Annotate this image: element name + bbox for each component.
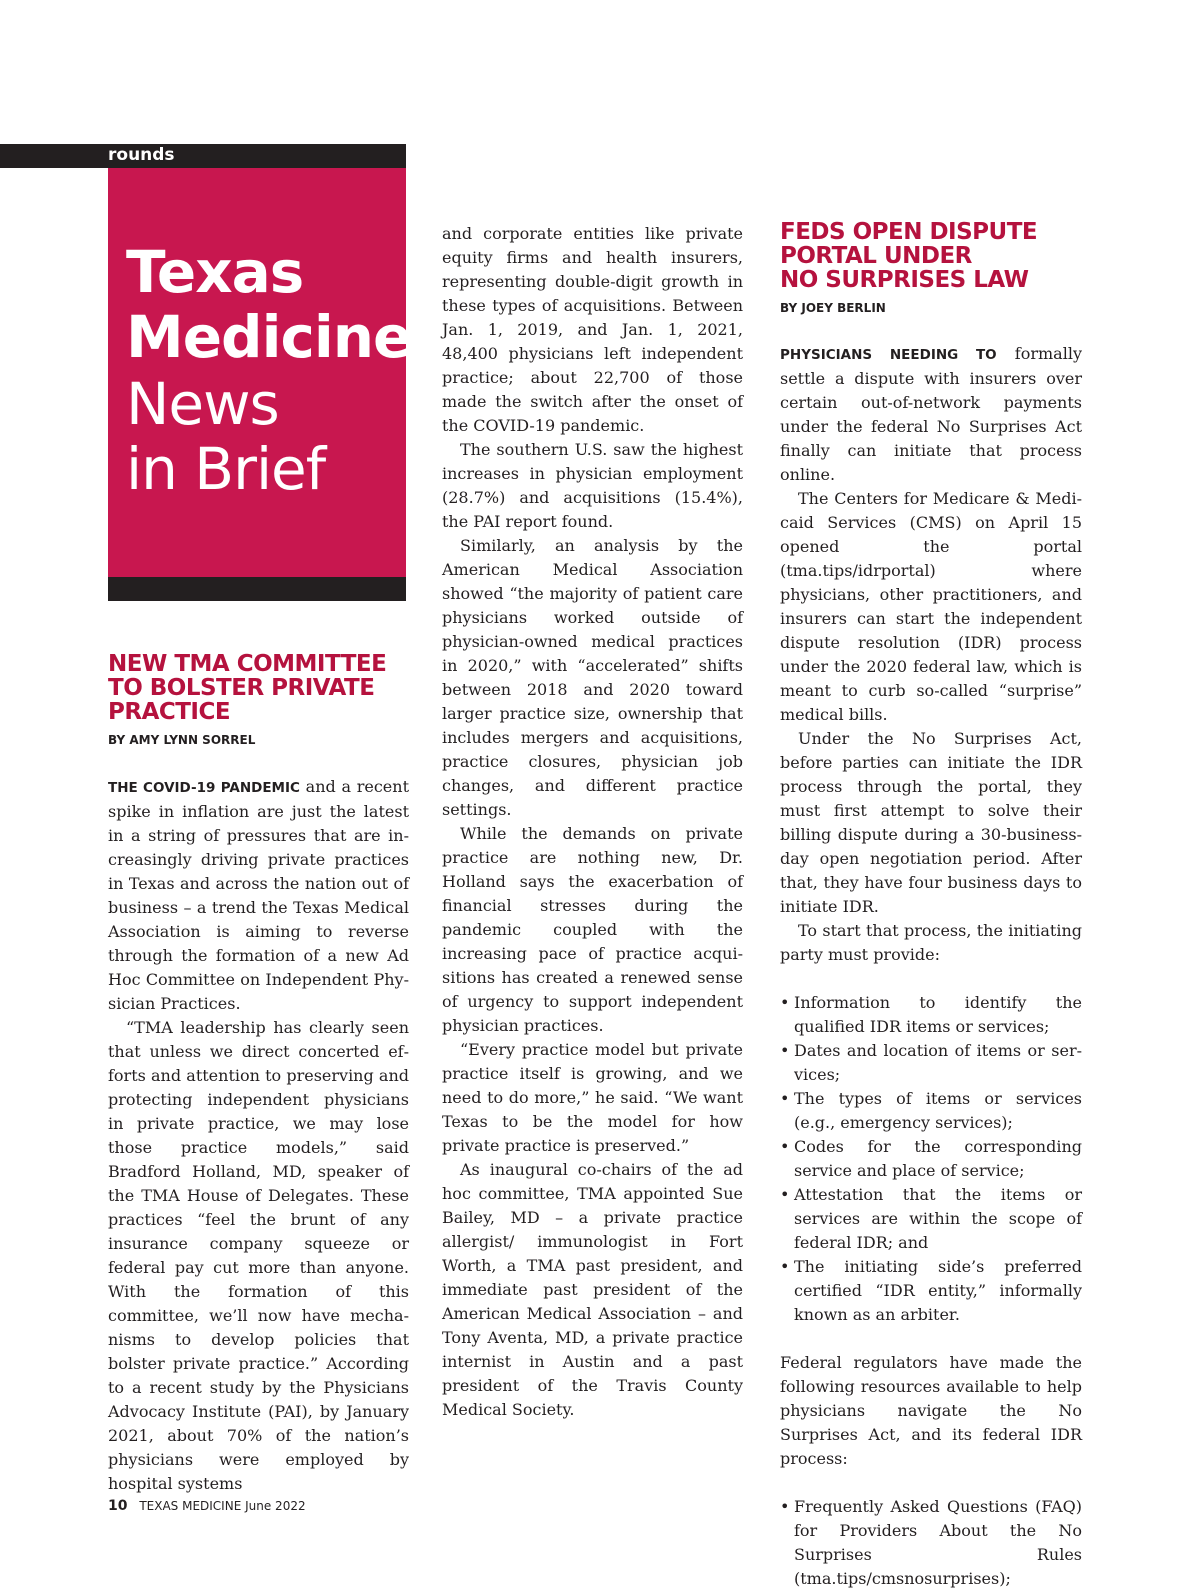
article1-headline-line-2: TO BOLSTER PRIVATE [108, 675, 375, 701]
article1-lead-in: THE COVID-19 PANDEMIC [108, 780, 300, 796]
list-item: • The initiating side’s preferred certified “IDR entity,” informally known as an arbiter. [780, 1255, 1082, 1327]
page-footer [108, 1498, 306, 1514]
article2-paragraph-1-text: formally settle a dispute with insurers over certain out-of-network payments under the federal No Surprises Act finally can initiate that process online. [780, 344, 1082, 484]
idr-requirements-list [780, 991, 1082, 1327]
list-item: • Codes for the corresponding service and place of service; [780, 1135, 1082, 1183]
column-1 [108, 775, 409, 1496]
article2-headline-line-2: PORTAL UNDER [780, 243, 972, 269]
article2-paragraph-2: The Centers for Medicare & Medicaid Services (CMS) on April 15 opened the portal (tma.tips/idrportal) where physicians, other practitioners, and insurers can start the independent dispute resolution (IDR) process under the 2020 federal law, which is meant to curb so-called “surprise” medical bills. [780, 489, 1082, 724]
article2-paragraph-4: To start that process, the initiating party must provide: [780, 921, 1082, 964]
title-line-1: Texas [126, 238, 304, 306]
article1-paragraph-7: “Every practice model but private practice itself is growing, and we need to do more,” he said. “We want Texas to be the model for how private practice is preserved.” [442, 1040, 743, 1155]
issue-date: June 2022 [245, 1499, 306, 1513]
magazine-name: TEXAS MEDICINE [139, 1499, 242, 1513]
article1-headline-line-1: NEW TMA COMMITTEE [108, 651, 387, 677]
article2-headline [780, 220, 1085, 292]
article1-paragraph-6: While the demands on private practice are nothing new, Dr. Holland says the exacerbation of financial stresses during the pandemic coupled with the increasing pace of practice acquisitions has created a renewed sense of urgency to support independent physician practices. [442, 824, 743, 1035]
article1-paragraph-5: Similarly, an analysis by the American Medical Association showed “the majority of patient care physicians worked outside of physician-owned medical practices in 2020,” with “accelerated” shifts between 2018 and 2020 toward larger practice size, ownership that includes mergers and acquisitions, practice closures, physician job changes, and different practice settings. [442, 536, 743, 819]
article2-byline: BY JOEY BERLIN [780, 301, 886, 315]
article1-paragraph-1 [108, 775, 409, 1016]
page-number: 10 [108, 1498, 128, 1514]
article2-paragraph-5: Federal regulators have made the following resources available to help physicians navigate the No Surprises Act, and its federal IDR process: [780, 1353, 1082, 1468]
article2-paragraph-3: Under the No Surprises Act, before parties can initiate the IDR process through the portal, they must first attempt to solve their billing dispute during a 30-business-day open negotiation period. After that, they have four business days to initiate IDR. [780, 729, 1082, 916]
article1-paragraph-2: “TMA leadership has clearly seen that unless we direct concerted efforts and attention to preserving and protecting independent physicians in private practice, we may lose those practice models,” said Bradford Holland, MD, speaker of the TMA House of Delegates. These practices “feel the brunt of any insurance company squeeze or federal pay cut more than anyone. With the formation of this committee, we’ll now have mechanisms to develop policies that bolster private practice.” According to a recent study by the Physicians Advocacy Institute (PAI), by January 2021, about 70% of the nation’s physicians were employed by hospital systems [108, 1018, 409, 1493]
column-3 [780, 342, 1082, 1591]
title-line-2: Medicine [126, 303, 412, 371]
article1-paragraph-8: As inaugural co-chairs of the ad hoc committee, TMA appointed Sue Bailey, MD – a private practice allergist/ immunologist in Fort Worth, a TMA past president, and immediate past president of the American Medical Association – and Tony Aventa, MD, a private practice internist in Austin and a past president of the Travis County Medical Society. [442, 1160, 743, 1419]
article2-paragraph-1 [780, 342, 1082, 487]
section-bar [0, 144, 406, 168]
list-item: • Information to identify the qualified IDR items or services; [780, 991, 1082, 1039]
list-item: • Frequently Asked Questions (FAQ) for Providers About the No Surprises Rules (tma.tips/cmsnosurprises); [780, 1495, 1082, 1591]
title-box-bottom-bar [108, 577, 406, 601]
article1-headline-line-3: PRACTICE [108, 699, 231, 725]
list-item: • The types of items or services (e.g., emergency services); [780, 1087, 1082, 1135]
article2-lead-in: PHYSICIANS NEEDING TO [780, 347, 997, 363]
section-tag: rounds [108, 145, 175, 165]
article1-paragraph-4: The southern U.S. saw the highest increases in physician employment (28.7%) and acquisitions (15.4%), the PAI report found. [442, 440, 743, 531]
article2-headline-line-3: NO SURPRISES LAW [780, 267, 1029, 293]
title-line-3: News [126, 370, 279, 438]
column-2 [442, 222, 743, 1422]
title-line-4: in Brief [126, 435, 326, 503]
resources-list [780, 1495, 1082, 1591]
article1-headline [108, 652, 408, 724]
list-item: • Dates and location of items or services; [780, 1039, 1082, 1087]
list-item: • Attestation that the items or services are within the scope of federal IDR; and [780, 1183, 1082, 1255]
article2-headline-line-1: FEDS OPEN DISPUTE [780, 219, 1038, 245]
article1-paragraph-3: and corporate entities like private equity firms and health insurers, representing double-digit growth in these types of acquisitions. Between Jan. 1, 2019, and Jan. 1, 2021, 48,400 physicians left independent practice; about 22,700 of those made the switch after the onset of the COVID-19 pandemic. [442, 224, 743, 435]
article1-byline: BY AMY LYNN SORREL [108, 733, 256, 747]
article1-paragraph-1-text: and a recent spike in inflation are just the latest in a string of pressures that are increasingly driving private practices in Texas and across the nation out of business – a trend the Texas Medical Association is aiming to reverse through the formation of a new Ad Hoc Committee on Independent Physician Practices. [108, 777, 409, 1013]
